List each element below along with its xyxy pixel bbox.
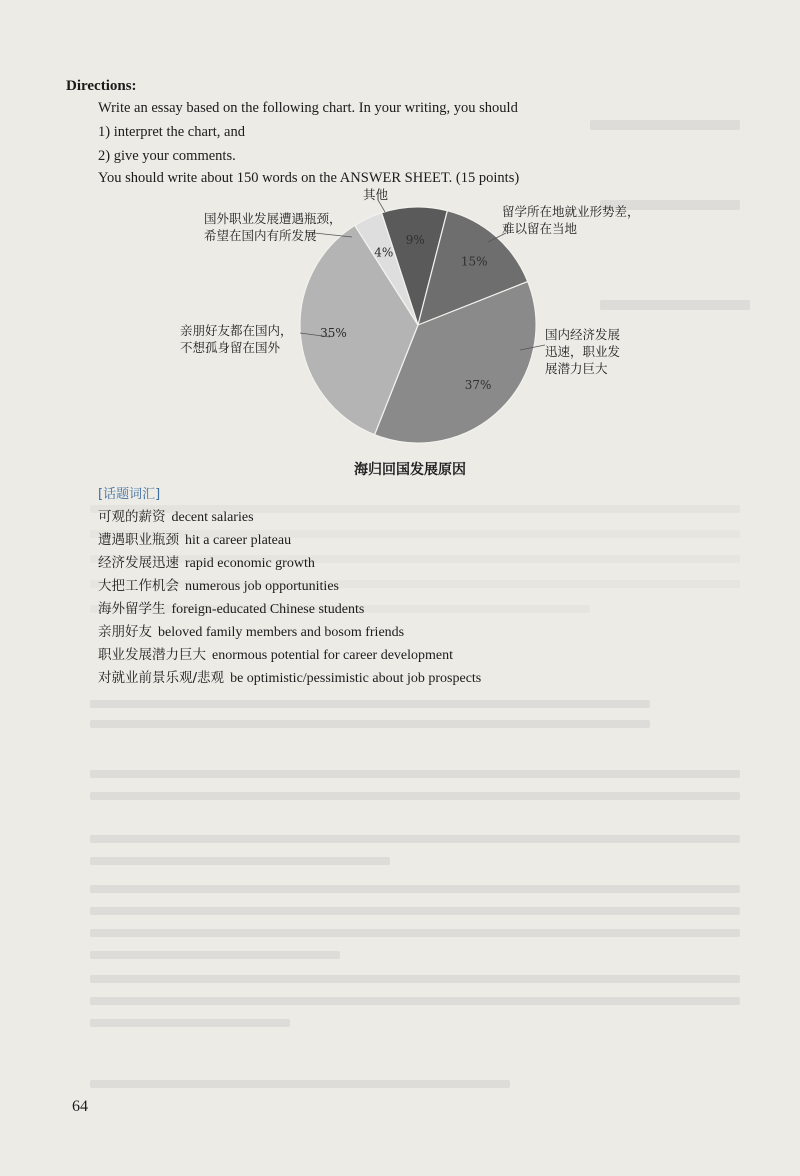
directions-line: 2) give your comments. [98,148,236,164]
page-number: 64 [72,1098,88,1115]
directions-line: 1) interpret the chart, and [98,124,245,140]
vocab-item [98,643,453,664]
vocab-english: decent salaries [171,510,254,525]
vocab-english: enormous potential for career development [212,648,454,663]
vocab-item [98,597,364,618]
callout-bottleneck-line1: 国外职业发展遭遇瓶颈， [204,211,342,226]
vocab-chinese: 可观的薪资 [98,509,166,525]
callout-other: 其他 [363,187,389,202]
pie-chart [0,0,800,500]
vocab-chinese: 亲朋好友 [98,624,152,640]
vocab-chinese: 对就业前景乐观/悲观 [98,670,225,686]
chart-title: 海归回国发展原因 [354,462,466,478]
callout-abroad-line1: 留学所在地就业形势差， [502,204,640,219]
callout-family-line1: 亲朋好友都在国内， [180,323,293,338]
callout-growth-line2: 迅速，职业发 [545,344,621,359]
vocab-english: rapid economic growth [185,556,315,571]
vocab-item [98,620,404,641]
callout-growth-line1: 国内经济发展 [545,327,621,342]
pie-value-label-other: 9% [405,233,425,248]
vocab-english: beloved family members and bosom friends [158,625,405,640]
pie-value-label-abroad: 15% [460,254,488,269]
vocab-chinese: 大把工作机会 [98,578,179,594]
pie-value-label-bottleneck: 4% [374,245,394,260]
callout-bottleneck-line2: 希望在国内有所发展 [204,228,317,243]
vocab-english: numerous job opportunities [185,579,339,594]
callout-abroad-line2: 难以留在当地 [502,221,578,236]
vocab-item [98,505,254,526]
vocab-chinese: 海外留学生 [98,601,166,617]
pie-chart-svg [0,0,800,500]
callout-growth-line3: 展潜力巨大 [545,361,608,376]
vocab-item [98,666,481,687]
vocab-chinese: 经济发展迅速 [98,555,179,571]
vocab-item [98,528,291,549]
vocab-item [98,551,315,572]
vocab-item [98,574,339,595]
vocab-chinese: 职业发展潜力巨大 [98,647,206,663]
vocab-chinese: 遭遇职业瓶颈 [98,532,179,548]
vocab-english: foreign-educated Chinese students [171,602,365,617]
directions-line: Write an essay based on the following chart. In your writing, you should [98,100,518,116]
vocab-heading: [话题词汇] [98,487,161,502]
pie-value-label-family: 35% [320,325,347,340]
vocab-english: be optimistic/pessimistic about job prospects [230,671,482,686]
directions-line: You should write about 150 words on the ANSWER SHEET. (15 points) [98,170,520,186]
callout-family-line2: 不想孤身留在国外 [180,340,281,355]
vocab-english: hit a career plateau [185,533,292,548]
pie-value-label-growth: 37% [464,378,492,393]
directions-title: Directions: [66,78,137,94]
